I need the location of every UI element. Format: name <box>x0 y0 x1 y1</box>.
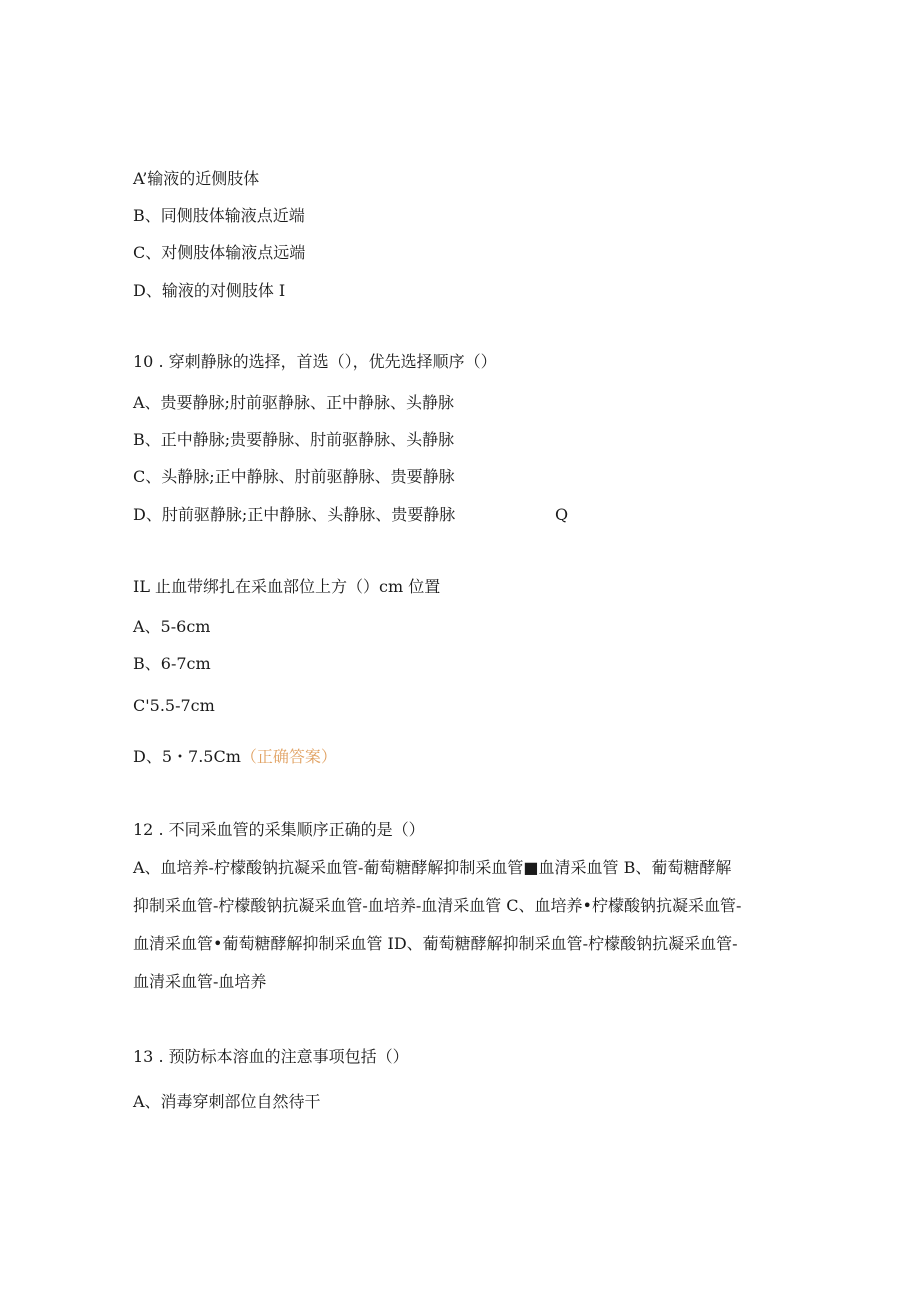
q10-option-d: D、肘前驱静脉;正中静脉、头静脉、贵要静脉 <box>133 505 456 524</box>
q11-option-c: C'5.5-7cm <box>133 696 215 715</box>
stray-mark: Q <box>555 505 569 524</box>
q10-option-a: A、贵要静脉;肘前驱静脉、正中静脉、头静脉 <box>133 393 454 412</box>
q13-option-a: A、消毒穿刺部位自然待干 <box>133 1092 321 1111</box>
q10-stem: 10 . 穿刺静脉的选择，首选（），优先选择顺序（） <box>133 352 497 371</box>
q11-option-d-text: D、5・7.5Cm <box>133 747 241 766</box>
q10-option-b: B、正中静脉;贵要静脉、肘前驱静脉、头静脉 <box>133 430 455 449</box>
q11-option-a: A、5-6cm <box>133 617 211 636</box>
correct-answer-tag: （正确答案） <box>240 747 337 766</box>
q11-option-b: B、6-7cm <box>133 654 211 673</box>
q9-option-b: B、同侧肢体输液点近端 <box>133 206 305 225</box>
q10-option-c: C、头静脉;正中静脉、肘前驱静脉、贵要静脉 <box>133 467 455 486</box>
q12-stem: 12 . 不同采血管的采集顺序正确的是（） <box>133 820 425 839</box>
q13-stem: 13 . 预防标本溶血的注意事项包括（） <box>133 1047 409 1066</box>
q9-option-a: A’输液的近侧肢体 <box>133 169 260 188</box>
q11-stem: IL 止血带绑扎在采血部位上方（）cm 位置 <box>133 577 441 596</box>
q9-option-d: D、输液的对侧肢体 I <box>133 281 286 300</box>
q12-options-paragraph: A、血培养-柠檬酸钠抗凝采血管-葡萄糖酵解抑制采血管■血清采血管 B、葡萄糖酵解抑制采血管-柠檬酸钠抗凝采血管-血培养-血清采血管 C、血培养•柠檬酸钠抗凝采血管-血清采血管•葡萄糖酵解抑制采血管 ID、葡萄糖酵解抑制采血管-柠檬酸钠抗凝采血管-血清采血管-血培养 <box>133 858 742 991</box>
q9-option-c: C、对侧肢体输液点远端 <box>133 243 306 262</box>
q11-option-d <box>133 747 337 767</box>
